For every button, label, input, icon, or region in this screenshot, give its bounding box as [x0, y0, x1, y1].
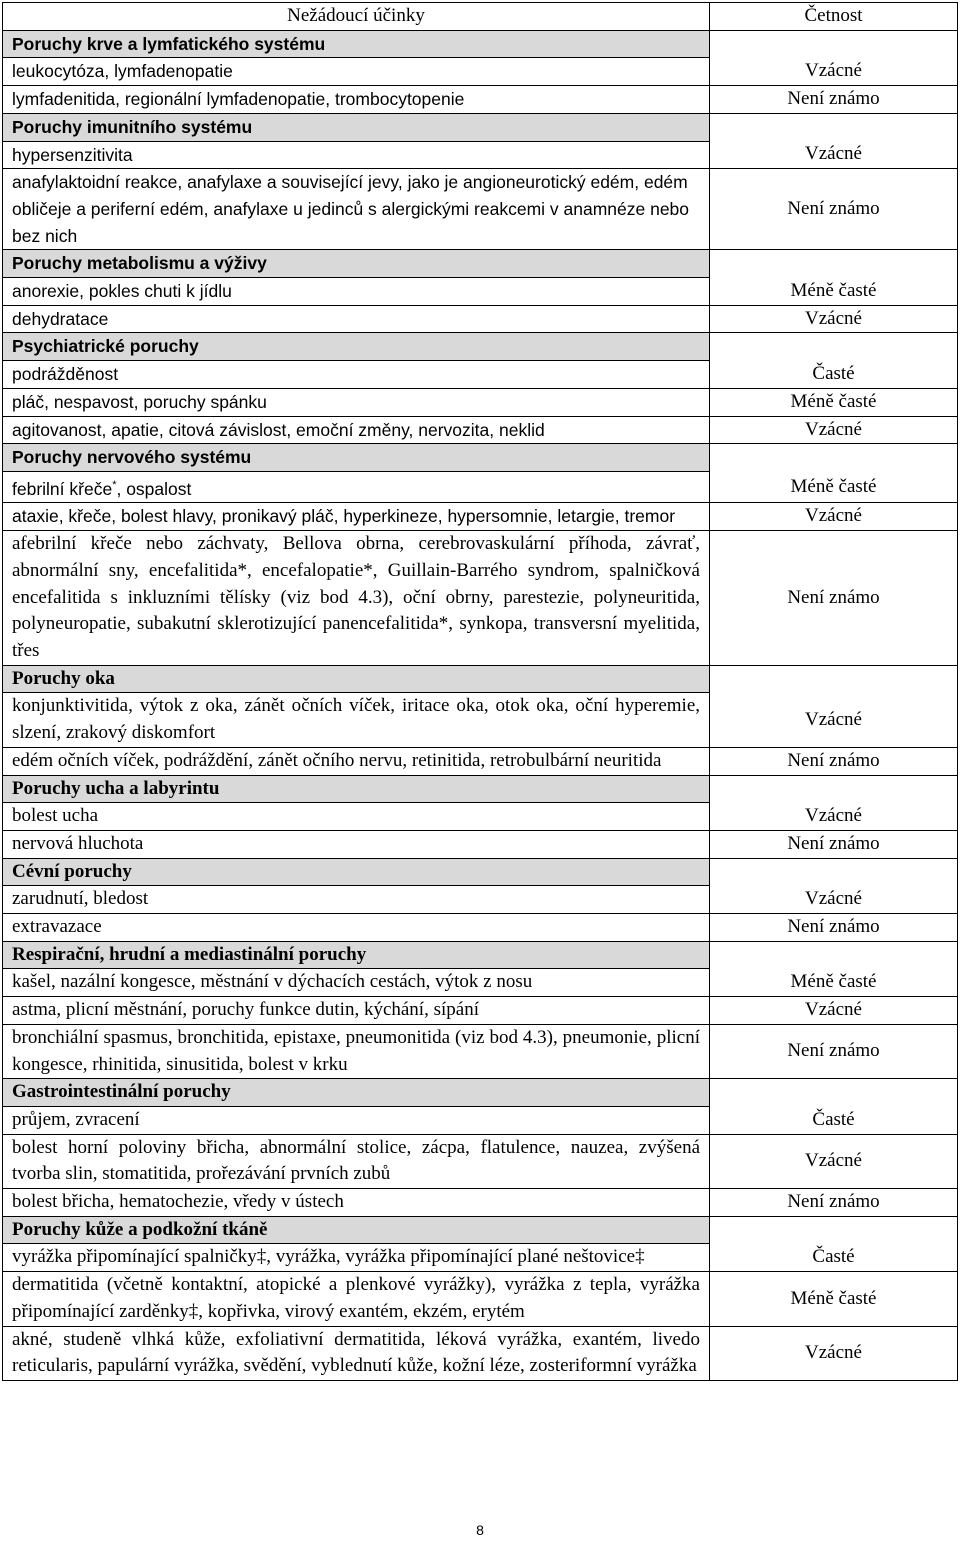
table-row — [3, 747, 958, 775]
effect-text: ataxie, křeče, bolest hlavy, pronikavý pláč, hyperkineze, hypersomnie, letargie, tremor — [3, 503, 710, 531]
frequency-text: Vzácné — [710, 58, 958, 86]
table-row — [3, 914, 958, 942]
frequency-text: Méně časté — [710, 1272, 958, 1326]
table-row — [3, 803, 958, 831]
frequency-text: Vzácné — [710, 305, 958, 333]
table-row — [3, 1106, 958, 1134]
category-title: Poruchy metabolismu a výživy — [3, 250, 710, 278]
frequency-text: Vzácné — [710, 803, 958, 831]
frequency-text: Není známo — [710, 169, 958, 250]
table-row — [3, 1134, 958, 1188]
page-number: 8 — [476, 1522, 484, 1538]
frequency-text: Vzácné — [710, 1134, 958, 1188]
category-title: Poruchy krve a lymfatického systému — [3, 30, 710, 58]
frequency-text: Časté — [710, 1244, 958, 1272]
category-row — [3, 941, 958, 969]
effect-text: anafylaktoidní reakce, anafylaxe a související jevy, jako je angioneurotický edém, edém obličeje a periferní edém, anafylaxe u jedinců s alergickými reakcemi v anamnéze nebo bez nich — [3, 169, 710, 250]
category-title: Respirační, hrudní a mediastinální poruchy — [3, 941, 710, 969]
table-row — [3, 58, 958, 86]
frequency-text: Méně časté — [710, 388, 958, 416]
table-row — [3, 169, 958, 250]
effect-text: bronchiální spasmus, bronchitida, epistaxe, pneumonitida (viz bod 4.3), pneumonie, plicní kongesce, rhinitida, sinusitida, bolest v krku — [3, 1024, 710, 1078]
frequency-text: Méně časté — [710, 471, 958, 503]
effect-text: astma, plicní městnání, poruchy funkce dutin, kýchání, sípání — [3, 997, 710, 1025]
category-row — [3, 250, 958, 278]
table-row — [3, 1272, 958, 1326]
frequency-text: Méně časté — [710, 969, 958, 997]
table-header-row — [3, 3, 958, 31]
table-row — [3, 86, 958, 114]
effect-text: bolest horní poloviny břicha, abnormální stolice, zácpa, flatulence, nauzea, zvýšená tvorba slin, stomatitida, prořezávání prvních zubů — [3, 1134, 710, 1188]
frequency-text: Časté — [710, 1106, 958, 1134]
adverse-effects-table — [2, 2, 958, 1381]
effect-text: extravazace — [3, 914, 710, 942]
effect-text: nervová hluchota — [3, 830, 710, 858]
effect-text: febrilní křeče*, ospalost — [3, 471, 710, 503]
frequency-text: Není známo — [710, 1189, 958, 1217]
table-row — [3, 471, 958, 503]
frequency-text: Vzácné — [710, 997, 958, 1025]
frequency-text: Není známo — [710, 86, 958, 114]
frequency-text: Vzácné — [710, 141, 958, 169]
effect-text: konjunktivitida, výtok z oka, zánět očních víček, iritace oka, otok oka, oční hyperemie, slzení, zrakový diskomfort — [3, 693, 710, 747]
frequency-text: Vzácné — [710, 886, 958, 914]
effect-text: pláč, nespavost, poruchy spánku — [3, 388, 710, 416]
effect-text: kašel, nazální kongesce, městnání v dýchacích cestách, výtok z nosu — [3, 969, 710, 997]
effect-text: hypersenzitivita — [3, 141, 710, 169]
category-row — [3, 30, 958, 58]
header-frequency: Četnost — [710, 3, 958, 31]
effect-text: bolest ucha — [3, 803, 710, 831]
effect-text: průjem, zvracení — [3, 1106, 710, 1134]
category-row — [3, 1216, 958, 1244]
table-row — [3, 693, 958, 747]
category-row — [3, 333, 958, 361]
effect-text: dehydratace — [3, 305, 710, 333]
table-row — [3, 361, 958, 389]
table-row — [3, 503, 958, 531]
category-title: Gastrointestinální poruchy — [3, 1079, 710, 1107]
category-title: Psychiatrické poruchy — [3, 333, 710, 361]
category-title: Poruchy imunitního systému — [3, 113, 710, 141]
effect-text: bolest břicha, hematochezie, vředy v ústech — [3, 1189, 710, 1217]
effect-text: edém očních víček, podráždění, zánět očního nervu, retinitida, retrobulbární neuritida — [3, 747, 710, 775]
frequency-text: Není známo — [710, 531, 958, 666]
category-title: Poruchy oka — [3, 665, 710, 693]
frequency-text: Není známo — [710, 830, 958, 858]
effect-text: leukocytóza, lymfadenopatie — [3, 58, 710, 86]
frequency-text: Vzácné — [710, 693, 958, 747]
frequency-text: Časté — [710, 361, 958, 389]
effect-text: agitovanost, apatie, citová závislost, emoční změny, nervozita, neklid — [3, 416, 710, 444]
table-row — [3, 1024, 958, 1078]
category-row — [3, 858, 958, 886]
effect-text: vyrážka připomínající spalničky‡, vyrážka, vyrážka připomínající plané neštovice‡ — [3, 1244, 710, 1272]
effect-text: lymfadenitida, regionální lymfadenopatie, trombocytopenie — [3, 86, 710, 114]
table-row — [3, 1244, 958, 1272]
table-row — [3, 1189, 958, 1217]
frequency-text: Není známo — [710, 1024, 958, 1078]
table-row — [3, 1326, 958, 1380]
effect-text: dermatitida (včetně kontaktní, atopické a plenkové vyrážky), vyrážka z tepla, vyrážka připomínající zarděnky‡, kopřivka, virový exantém, ekzém, erytém — [3, 1272, 710, 1326]
table-row — [3, 886, 958, 914]
table-row — [3, 305, 958, 333]
category-title: Poruchy ucha a labyrintu — [3, 775, 710, 803]
frequency-text: Není známo — [710, 747, 958, 775]
table-row — [3, 830, 958, 858]
effect-text: akné, studeně vlhká kůže, exfoliativní dermatitida, léková vyrážka, exantém, livedo reticularis, papulární vyrážka, svědění, vyblednutí kůže, kožní léze, zosteriformní vyrážka — [3, 1326, 710, 1380]
category-row — [3, 113, 958, 141]
effect-text: afebrilní křeče nebo záchvaty, Bellova obrna, cerebrovaskulární příhoda, závrať, abnormální sny, encefalitida*, encefalopatie*, Guillain-Barrého syndrom, spalničková encefalitida s inkluzními tělísky (viz bod 4.3), oční obrny, parestezie, polyneuritida, polyneuropatie, subakutní sklerotizující panencefalitida*, synkopa, transversní myelitida, třes — [3, 531, 710, 666]
table-row — [3, 388, 958, 416]
table-row — [3, 141, 958, 169]
footnote-marker: * — [112, 478, 117, 491]
category-title: Poruchy kůže a podkožní tkáně — [3, 1216, 710, 1244]
table-row — [3, 969, 958, 997]
category-title: Cévní poruchy — [3, 858, 710, 886]
frequency-text: Vzácné — [710, 503, 958, 531]
table-row — [3, 278, 958, 306]
frequency-text: Vzácné — [710, 416, 958, 444]
table-row — [3, 531, 958, 666]
category-title: Poruchy nervového systému — [3, 444, 710, 472]
frequency-text: Vzácné — [710, 1326, 958, 1380]
category-row — [3, 665, 958, 693]
header-effects: Nežádoucí účinky — [3, 3, 710, 31]
effect-text: podrážděnost — [3, 361, 710, 389]
table-row — [3, 997, 958, 1025]
effect-text: anorexie, pokles chuti k jídlu — [3, 278, 710, 306]
frequency-text: Není známo — [710, 914, 958, 942]
category-row — [3, 444, 958, 472]
frequency-text: Méně časté — [710, 278, 958, 306]
table-row — [3, 416, 958, 444]
category-row — [3, 1079, 958, 1107]
effect-text: zarudnutí, bledost — [3, 886, 710, 914]
category-row — [3, 775, 958, 803]
